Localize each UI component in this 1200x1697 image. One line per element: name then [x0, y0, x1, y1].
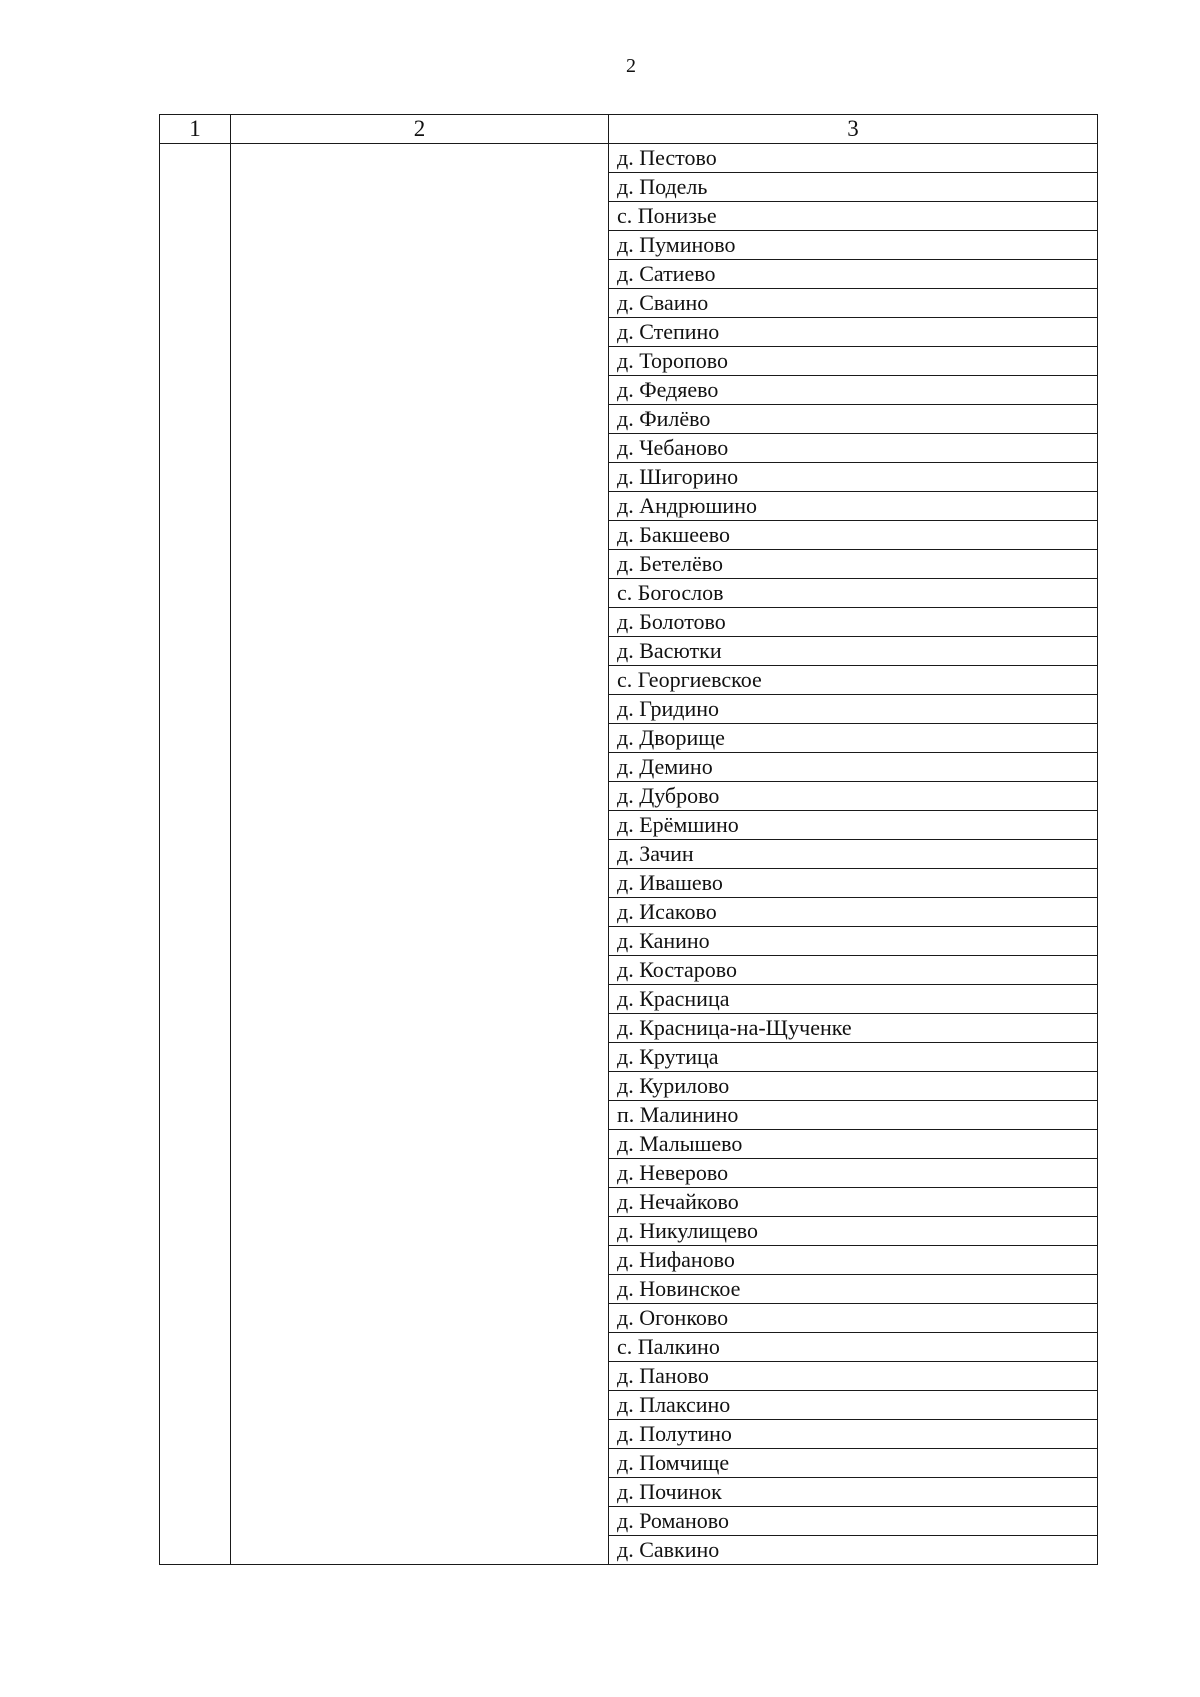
settlement-name: д. Шигорино [609, 463, 1098, 492]
settlement-name: д. Костарово [609, 956, 1098, 985]
settlement-name: д. Федяево [609, 376, 1098, 405]
header-col-1: 1 [160, 115, 231, 144]
settlement-name: д. Зачин [609, 840, 1098, 869]
col-1-cell [160, 144, 231, 1565]
settlement-name: д. Андрюшино [609, 492, 1098, 521]
settlement-name: д. Красница [609, 985, 1098, 1014]
settlement-name: д. Васютки [609, 637, 1098, 666]
settlement-name: д. Канино [609, 927, 1098, 956]
header-col-3: 3 [609, 115, 1098, 144]
settlement-name: д. Степино [609, 318, 1098, 347]
settlement-name: д. Сатиево [609, 260, 1098, 289]
settlement-name: д. Чебаново [609, 434, 1098, 463]
settlement-name: д. Подель [609, 173, 1098, 202]
settlement-name: д. Малышево [609, 1130, 1098, 1159]
settlement-name: д. Савкино [609, 1536, 1098, 1565]
settlement-name: д. Гридино [609, 695, 1098, 724]
settlement-name: д. Дворище [609, 724, 1098, 753]
settlement-name: д. Исаково [609, 898, 1098, 927]
settlement-name: с. Палкино [609, 1333, 1098, 1362]
settlement-name: д. Болотово [609, 608, 1098, 637]
settlement-name: д. Ивашево [609, 869, 1098, 898]
col-2-cell [231, 144, 609, 1565]
settlement-name: д. Дуброво [609, 782, 1098, 811]
settlement-name: с. Георгиевское [609, 666, 1098, 695]
table-header-row [160, 115, 1098, 144]
settlement-name: д. Полутино [609, 1420, 1098, 1449]
settlement-name: д. Пестово [609, 144, 1098, 173]
settlement-name: д. Огонково [609, 1304, 1098, 1333]
settlement-name: д. Красница-на-Щученке [609, 1014, 1098, 1043]
settlement-name: д. Крутица [609, 1043, 1098, 1072]
settlement-name: д. Плаксино [609, 1391, 1098, 1420]
table-row [160, 144, 1098, 173]
header-col-2: 2 [231, 115, 609, 144]
settlement-name: д. Филёво [609, 405, 1098, 434]
settlement-name: д. Никулищево [609, 1217, 1098, 1246]
settlement-name: п. Малинино [609, 1101, 1098, 1130]
settlement-name: д. Починок [609, 1478, 1098, 1507]
settlement-name: д. Сваино [609, 289, 1098, 318]
settlement-name: д. Новинское [609, 1275, 1098, 1304]
settlement-name: д. Нечайково [609, 1188, 1098, 1217]
settlement-name: д. Помчище [609, 1449, 1098, 1478]
settlement-name: д. Романово [609, 1507, 1098, 1536]
settlement-name: д. Торопово [609, 347, 1098, 376]
settlement-name: с. Богослов [609, 579, 1098, 608]
settlements-table [159, 114, 1098, 1565]
table-body [160, 115, 1098, 1565]
settlement-name: д. Бакшеево [609, 521, 1098, 550]
settlement-name: д. Пуминово [609, 231, 1098, 260]
settlement-name: д. Демино [609, 753, 1098, 782]
settlement-name: д. Бетелёво [609, 550, 1098, 579]
settlement-name: д. Нифаново [609, 1246, 1098, 1275]
settlement-name: д. Ерёмшино [609, 811, 1098, 840]
settlement-name: с. Понизье [609, 202, 1098, 231]
settlement-name: д. Неверово [609, 1159, 1098, 1188]
settlement-name: д. Курилово [609, 1072, 1098, 1101]
settlement-name: д. Паново [609, 1362, 1098, 1391]
page-number: 2 [626, 55, 636, 77]
